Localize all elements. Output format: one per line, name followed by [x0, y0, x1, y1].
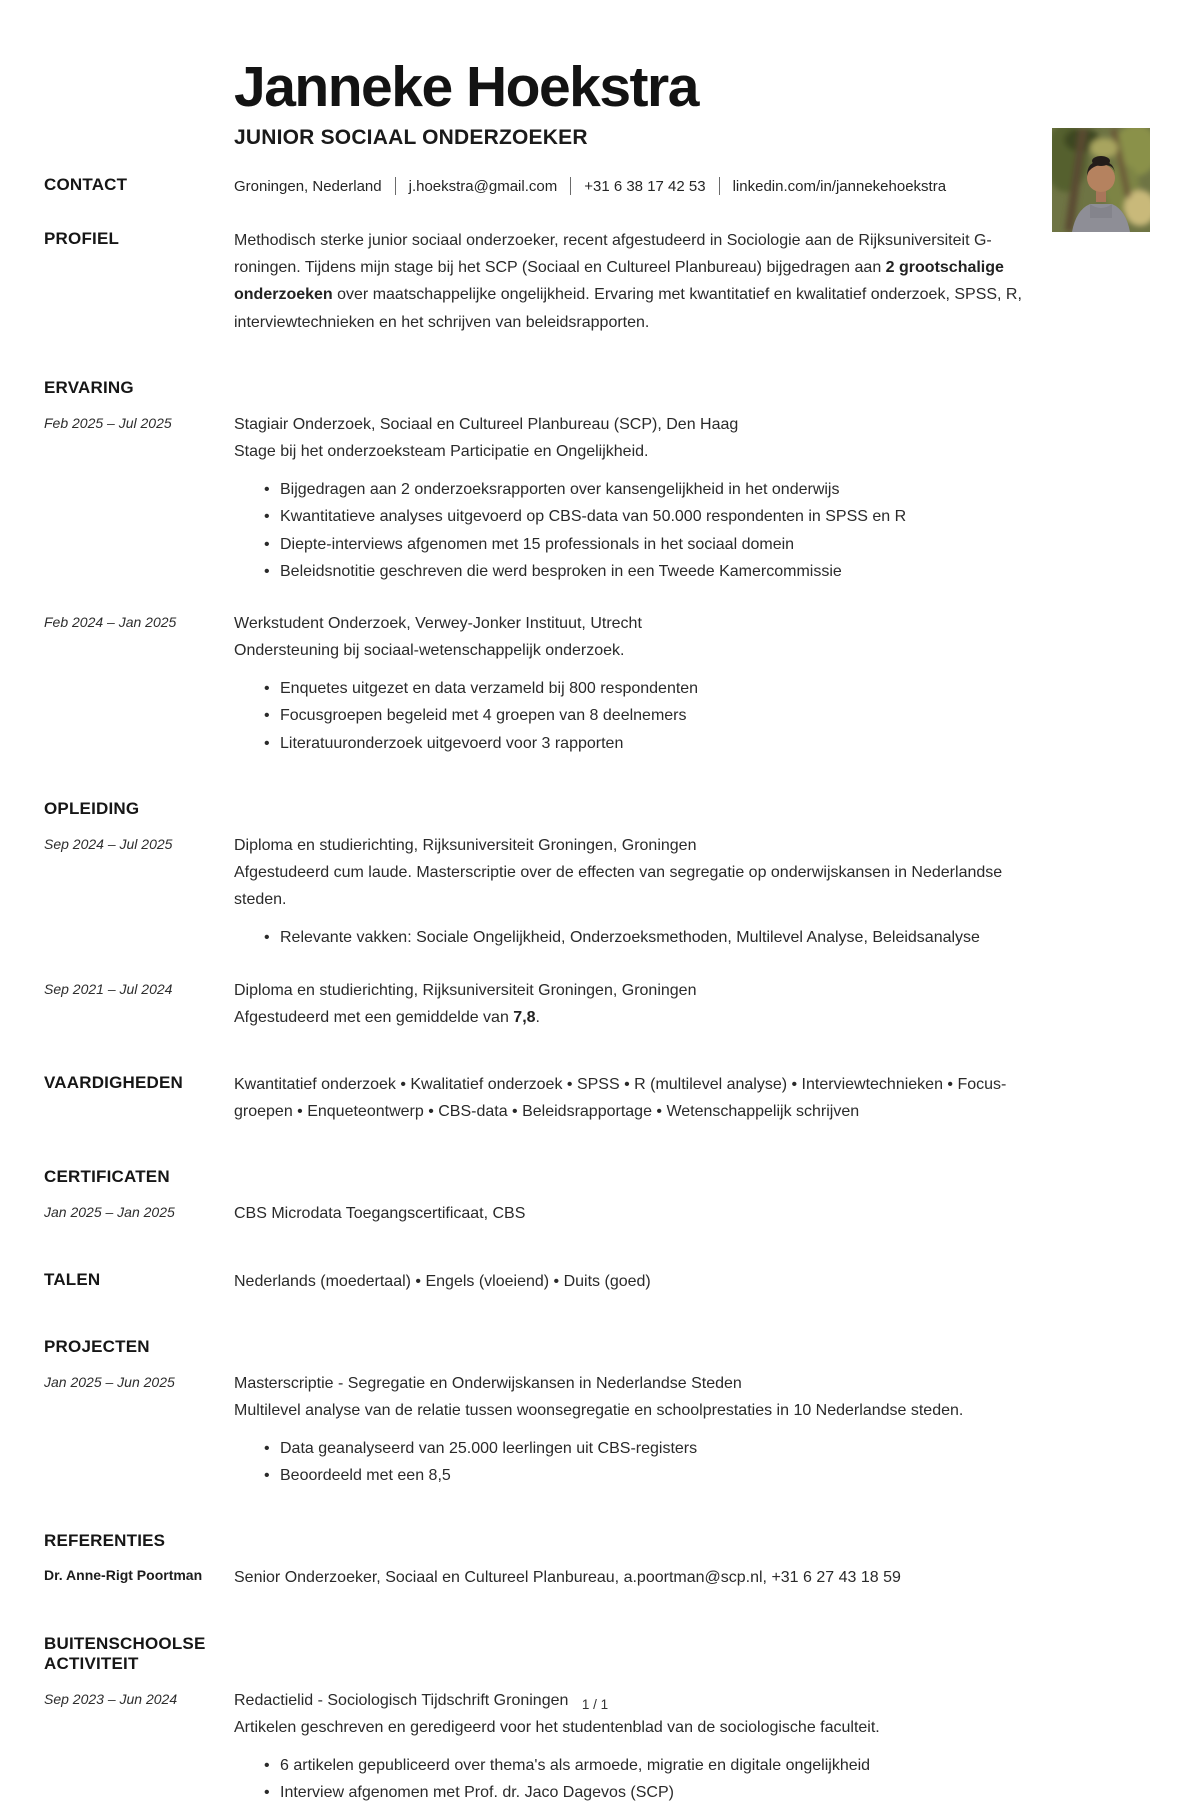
contact-line: [234, 173, 1146, 199]
project-bullet-list: [262, 1435, 1146, 1489]
portrait-photo: [1052, 128, 1150, 232]
bullet-item: • Kwantitatieve analyses uitgevoerd op CBS-data van 50.000 respondenten in SPSS en R: [262, 503, 1146, 530]
skills-text: Kwantitatief onderzoek • Kwalitatief onderzoek • SPSS • R (multilevel analyse) • Interviewtechnieken • Focus- groepen • Enqueteontwerp • CBS-data • Beleidsrapportage • Wetenschappelijk schrijven: [234, 1075, 1007, 1121]
date-range: Jan 2025 – Jan 2025: [44, 1204, 175, 1221]
extracurricular-bullet-list: [262, 1752, 1146, 1806]
skills-heading: VAARDIGHEDEN: [44, 1072, 184, 1092]
date-range: Feb 2025 – Jul 2025: [44, 414, 172, 431]
date-range: Sep 2023 – Jun 2024: [44, 1690, 178, 1707]
projects-section-heading-row: [0, 1335, 1190, 1357]
bullet-item: • Literatuuronderzoek uitgevoerd voor 3 rapporten: [262, 730, 1146, 757]
bullet-item: • 6 artikelen gepubliceerd over thema's als armoede, migratie en digitale ongelijkheid: [262, 1752, 1146, 1779]
references-heading: REFERENTIES: [44, 1531, 166, 1551]
languages-heading: TALEN: [44, 1269, 101, 1289]
education-title-line: Diploma en studierichting, Rijksuniversiteit Groningen, Groningen: [234, 981, 697, 999]
extracurricular-section-heading-row: [0, 1632, 1190, 1674]
extracurricular-heading: BUITENSCHOOLSE ACTIVITEIT: [44, 1633, 206, 1673]
bullet-item: • Bijgedragen aan 2 onderzoeksrapporten over kansengelijkheid in het onderwijs: [262, 476, 1146, 503]
contact-phone: +31 6 38 17 42 53: [584, 177, 706, 195]
bullet-item: • Enquetes uitgezet en data verzameld bij 800 respondenten: [262, 675, 1146, 702]
experience-heading: ERVARING: [44, 377, 134, 397]
certificate-entry: [0, 1200, 1190, 1227]
certificates-section-heading-row: [0, 1165, 1190, 1187]
education-heading: OPLEIDING: [44, 798, 140, 818]
header: [0, 57, 1190, 150]
education-description: Afgestudeerd cum laude. Masterscriptie over de effecten van segregatie op onderwijskansen in Nederlandse steden.: [234, 864, 1003, 909]
references-section-heading-row: [0, 1529, 1190, 1551]
job-title-line: Werkstudent Onderzoek, Verwey-Jonker Instituut, Utrecht: [234, 614, 642, 632]
reference-entry: [0, 1564, 1190, 1591]
education-bullet-list: [262, 924, 1146, 951]
profile-section: [0, 227, 1190, 336]
separator: [719, 177, 720, 195]
project-entry: [0, 1370, 1190, 1490]
contact-linkedin: linkedin.com/in/jannekehoekstra: [732, 177, 947, 195]
certificates-heading: CERTIFICATEN: [44, 1167, 170, 1187]
education-entry: [0, 832, 1190, 952]
projects-heading: PROJECTEN: [44, 1336, 150, 1356]
extracurricular-description: Artikelen geschreven en geredigeerd voor het studentenblad van de sociologische faculteit.: [234, 1718, 880, 1736]
portrait-photo-image: [1052, 128, 1150, 232]
job-subtitle: Ondersteuning bij sociaal-wetenschappelijk onderzoek.: [234, 642, 625, 660]
contact-section: [0, 173, 1190, 199]
profile-heading: PROFIEL: [44, 229, 120, 249]
extracurricular-title-line: Redactielid - Sociologisch Tijdschrift Groningen: [234, 1691, 569, 1709]
reference-line: Senior Onderzoeker, Sociaal en Cultureel Planbureau, a.poortman@scp.nl, +31 6 27 43 18 59: [234, 1569, 901, 1587]
project-description: Multilevel analyse van de relatie tussen woonsegregatie en schoolprestaties in 10 Nederlandse steden.: [234, 1401, 964, 1419]
job-subtitle: Stage bij het onderzoeksteam Participatie en Ongelijkheid.: [234, 442, 649, 460]
bullet-item: • Beoordeeld met een 8,5: [262, 1462, 1146, 1489]
certificate-line: CBS Microdata Toegangscertificaat, CBS: [234, 1205, 526, 1223]
reference-name: Dr. Anne-Rigt Poortman: [44, 1567, 203, 1584]
education-entry: [0, 977, 1190, 1031]
bullet-item: • Focusgroepen begeleid met 4 groepen van 8 deelnemers: [262, 702, 1146, 729]
job-bullet-list: [262, 476, 1146, 585]
date-range: Feb 2024 – Jan 2025: [44, 613, 177, 630]
experience-entry: [0, 411, 1190, 585]
experience-entry: [0, 610, 1190, 757]
project-title-line: Masterscriptie - Segregatie en Onderwijskansen in Nederlandse Steden: [234, 1374, 742, 1392]
date-range: Jan 2025 – Jun 2025: [44, 1373, 175, 1390]
job-title: JUNIOR SOCIAAL ONDERZOEKER: [234, 125, 588, 149]
job-bullet-list: [262, 675, 1146, 757]
date-range: Sep 2021 – Jul 2024: [44, 980, 173, 997]
bullet-item: • Diepte-interviews afgenomen met 15 professionals in het sociaal domein: [262, 531, 1146, 558]
education-title-line: Diploma en studierichting, Rijksuniversiteit Groningen, Groningen: [234, 836, 697, 854]
education-section-heading-row: [0, 797, 1190, 819]
separator: [570, 177, 571, 195]
separator: [395, 177, 396, 195]
languages-section: [0, 1268, 1190, 1295]
date-range: Sep 2024 – Jul 2025: [44, 835, 173, 852]
experience-section-heading-row: [0, 376, 1190, 398]
contact-location: Groningen, Nederland: [234, 177, 382, 195]
person-name: Janneke Hoekstra: [234, 55, 698, 119]
bullet-item: • Data geanalyseerd van 25.000 leerlingen uit CBS-registers: [262, 1435, 1146, 1462]
bullet-item: • Beleidsnotitie geschreven die werd besproken in een Tweede Kamercommissie: [262, 558, 1146, 585]
skills-section: [0, 1071, 1190, 1125]
languages-text: Nederlands (moedertaal) • Engels (vloeiend) • Duits (goed): [234, 1272, 651, 1290]
job-title-line: Stagiair Onderzoek, Sociaal en Cultureel Planbureau (SCP), Den Haag: [234, 415, 739, 433]
resume-page: [0, 55, 1190, 1802]
page-number: 1 / 1: [581, 1697, 609, 1712]
profile-text: Methodisch sterke junior sociaal onderzoeker, recent afgestudeerd in Sociologie aan de Rijksuniversiteit G- roningen. Tijdens mijn stage bij het SCP (Sociaal en Cultureel Planbureau) bijgedragen aan 2 grootschalige onderzoeken over maatschappelijke ongelijkheid. Ervaring met kwantitatief en kwalitatief onderzoek, SPSS, R, interviewtechnieken en het schrijven van beleidsrapporten.: [234, 232, 1022, 331]
education-description: Afgestudeerd met een gemiddelde van 7,8.: [234, 1008, 540, 1026]
contact-email: j.hoekstra@gmail.com: [408, 177, 558, 195]
contact-heading: CONTACT: [44, 174, 128, 194]
bullet-item: • Relevante vakken: Sociale Ongelijkheid, Onderzoeksmethoden, Multilevel Analyse, Beleidsanalyse: [262, 924, 1146, 951]
bullet-item: • Interview afgenomen met Prof. dr. Jaco Dagevos (SCP): [262, 1779, 1146, 1806]
